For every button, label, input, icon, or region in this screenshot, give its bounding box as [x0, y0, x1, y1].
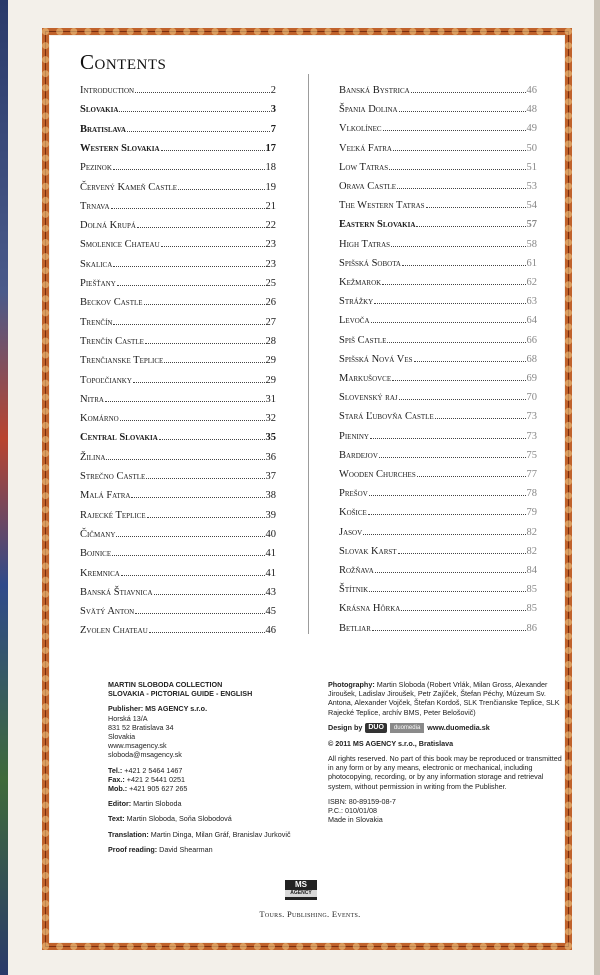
toc-entry: [80, 466, 276, 482]
toc-entry-title: Rožňava: [339, 565, 374, 576]
toc-entry-page: 84: [526, 565, 537, 576]
toc-entry: [339, 406, 537, 422]
toc-entry-title: Malá Fatra: [80, 490, 131, 502]
toc-entry: [339, 272, 537, 288]
toc-entry-title: Červený Kameň Castle: [80, 181, 178, 193]
tagline: Tours. Publishing. Events.: [259, 909, 361, 919]
toc-entry-title: Topoľčianky: [80, 374, 132, 386]
toc-leader-dots: [135, 612, 264, 614]
toc-leader-dots: [135, 91, 270, 93]
toc-entry-title: Kremnica: [80, 567, 120, 579]
toc-entry: [339, 80, 537, 96]
toc-entry-page: 43: [265, 586, 276, 598]
toc-leader-dots: [117, 284, 265, 286]
toc-leader-dots: [154, 593, 265, 595]
toc-entry-title: Štítnik: [339, 584, 369, 596]
toc-entry-title: Zvolen Chateau: [80, 625, 148, 637]
toc-entry-title: Veľká Fatra: [339, 142, 392, 154]
toc-entry: [80, 254, 276, 270]
toc-entry-page: 36: [265, 451, 276, 463]
text-label: Text:: [108, 814, 125, 824]
toc-entry-page: 62: [526, 277, 537, 288]
toc-entry-title: Jasov: [339, 526, 363, 538]
toc-entry-title: Introduction: [80, 85, 135, 96]
toc-leader-dots: [149, 631, 265, 633]
tel-label: Tel.:: [108, 765, 123, 775]
toc-entry-title: Stará Ľubovňa Castle: [339, 411, 434, 423]
toc-leader-dots: [137, 226, 265, 228]
toc-entry: [339, 502, 537, 518]
toc-leader-dots: [113, 323, 264, 325]
ms-logo-sub: AGENCY: [285, 890, 317, 897]
toc-entry-title: Krásna Hôrka: [339, 603, 401, 615]
website-link[interactable]: www.msagency.sk: [108, 741, 167, 751]
toc-entry: [80, 582, 276, 598]
toc-entry-page: 64: [526, 315, 537, 327]
toc-entry: [80, 119, 276, 135]
toc-leader-dots: [398, 552, 526, 554]
toc-leader-dots: [119, 110, 269, 112]
isbn: ISBN: 80-89159-08-7: [328, 796, 396, 806]
photo-label: Photography:: [328, 680, 375, 689]
toc-entry-title: Spišská Nová Ves: [339, 353, 413, 365]
toc-entry-page: 73: [526, 430, 537, 442]
fax-value: +421 2 5441 0251: [126, 774, 185, 784]
toc-entry: [339, 426, 537, 442]
toc-entry: [80, 215, 276, 231]
toc-entry: [80, 350, 276, 366]
toc-leader-dots: [368, 513, 526, 515]
toc-entry-page: 79: [526, 507, 537, 519]
toc-entry-page: 25: [265, 278, 276, 289]
toc-entry-page: 31: [265, 393, 276, 405]
toc-leader-dots: [120, 419, 265, 421]
pc-code: P.C.: 010/01/08: [328, 806, 378, 816]
toc-entry-page: 3: [270, 104, 276, 116]
toc-entry-page: 46: [265, 625, 276, 637]
toc-leader-dots: [113, 168, 265, 170]
contents-heading: Contents: [80, 50, 167, 74]
toc-leader-dots: [369, 494, 526, 496]
toc-leader-dots: [371, 321, 526, 323]
toc-entry-page: 75: [526, 449, 537, 461]
toc-entry-title: Dolná Krupá: [80, 220, 136, 232]
toc-leader-dots: [417, 475, 526, 477]
toc-entry: [80, 543, 276, 559]
toc-leader-dots: [397, 187, 525, 189]
toc-entry-page: 82: [526, 526, 537, 538]
toc-entry: [339, 176, 537, 192]
toc-leader-dots: [112, 554, 264, 556]
toc-entry-page: 40: [265, 528, 276, 540]
toc-entry-page: 41: [265, 567, 276, 579]
toc-leader-dots: [392, 379, 525, 381]
toc-leader-dots: [383, 129, 526, 131]
toc-leader-dots: [399, 398, 526, 400]
toc-entry: [80, 427, 276, 443]
toc-entry: [339, 99, 537, 115]
toc-leader-dots: [133, 381, 265, 383]
toc-entry: [339, 560, 537, 576]
toc-leader-dots: [369, 590, 525, 592]
toc-entry-title: Slovenský raj: [339, 392, 398, 404]
toc-entry-page: 78: [526, 488, 537, 500]
toc-entry: [80, 524, 276, 540]
design-label: Design by: [328, 723, 363, 733]
toc-entry-title: Eastern Slovakia: [339, 219, 416, 231]
toc-entry-title: Prešov: [339, 488, 368, 500]
toc-entry: [339, 349, 537, 365]
made-in: Made in Slovakia: [328, 815, 383, 825]
toc-entry-page: 70: [526, 392, 537, 404]
toc-leader-dots: [106, 458, 264, 460]
toc-leader-dots: [131, 496, 264, 498]
publisher-label: Publisher:: [108, 704, 144, 714]
toc-entry-title: Low Tatras: [339, 161, 389, 173]
toc-leader-dots: [370, 437, 526, 439]
toc-entry: [80, 447, 276, 463]
toc-leader-dots: [389, 168, 525, 170]
editor-label: Editor:: [108, 799, 132, 809]
toc-entry: [339, 618, 537, 634]
toc-leader-dots: [416, 225, 525, 227]
toc-entry: [80, 138, 276, 154]
toc-entry-page: 68: [526, 353, 537, 365]
translation-label: Translation:: [108, 829, 149, 839]
toc-entry-page: 29: [265, 355, 276, 367]
toc-entry: [80, 99, 276, 115]
toc-entry: [339, 387, 537, 403]
toc-leader-dots: [399, 110, 526, 112]
toc-leader-dots: [374, 302, 525, 304]
toc-entry: [80, 292, 276, 308]
mob-label: Mob.:: [108, 784, 128, 794]
toc-entry-page: 49: [526, 123, 537, 135]
toc-entry: [339, 483, 537, 499]
toc-entry-page: 23: [265, 239, 276, 251]
toc-leader-dots: [426, 206, 526, 208]
toc-entry-page: 22: [265, 220, 276, 232]
toc-leader-dots: [116, 535, 264, 537]
toc-entry-page: 18: [265, 162, 276, 174]
toc-entry-title: Trenčín: [80, 316, 113, 328]
toc-entry-title: Košice: [339, 507, 367, 519]
toc-entry-title: Slovak Karst: [339, 545, 397, 557]
toc-entry: [339, 579, 537, 595]
toc-entry: [80, 177, 276, 193]
toc-entry-title: Levoča: [339, 315, 370, 327]
toc-entry: [80, 331, 276, 347]
proof-label: Proof reading:: [108, 844, 158, 854]
toc-entry: [80, 389, 276, 405]
ms-agency-logo: [285, 880, 317, 900]
toc-entry-page: 61: [526, 257, 537, 269]
rights-notice: All rights reserved. No part of this book may be reproduced or transmitted in any form or by any means, electronic or mechanical, including photocopying, recording, or by any information storage and retrieval system, without permission in writing from the Publisher.: [328, 754, 562, 791]
toc-entry-page: 38: [265, 490, 276, 502]
toc-entry: [80, 620, 276, 636]
toc-entry-title: Trenčianske Teplice: [80, 355, 164, 367]
toc-entry-title: Trnava: [80, 200, 110, 212]
toc-leader-dots: [401, 609, 525, 611]
toc-leader-dots: [161, 245, 265, 247]
toc-entry: [339, 445, 537, 461]
toc-entry: [80, 273, 276, 289]
toc-entry-page: 82: [526, 545, 537, 557]
toc-leader-dots: [375, 571, 526, 573]
toc-entry-page: 29: [265, 374, 276, 386]
toc-entry-title: Strážky: [339, 296, 374, 308]
toc-entry-title: Skalica: [80, 258, 113, 270]
toc-entry: [339, 118, 537, 134]
toc-entry: [339, 195, 537, 211]
toc-entry-page: 35: [265, 432, 276, 444]
toc-entry-title: Čičmany: [80, 528, 116, 540]
toc-entry-title: Betliar: [339, 622, 371, 634]
toc-entry-title: Beckov Castle: [80, 297, 143, 309]
fax-label: Fax.:: [108, 774, 125, 784]
toc-leader-dots: [144, 303, 265, 305]
toc-entry-title: Orava Castle: [339, 181, 397, 192]
toc-entry-title: Western Slovakia: [80, 142, 160, 154]
toc-entry-title: Svätý Anton: [80, 606, 135, 618]
column-divider: [308, 74, 309, 634]
toc-entry-page: 7: [270, 123, 276, 135]
copyright-line: © 2011 MS AGENCY s.r.o., Bratislava: [328, 738, 454, 748]
proof-value: David Shearman: [159, 844, 213, 854]
duomedia-logo: DUO: [365, 723, 387, 733]
toc-leader-dots: [393, 149, 526, 151]
toc-entry: [80, 157, 276, 173]
toc-leader-dots: [387, 341, 525, 343]
toc-leader-dots: [435, 417, 526, 419]
book-edge: [0, 0, 8, 975]
toc-entry-page: 77: [526, 469, 537, 480]
toc-entry: [339, 234, 537, 250]
toc-entry-page: 2: [270, 85, 276, 96]
toc-entry-page: 19: [265, 181, 276, 193]
toc-entry-page: 85: [526, 603, 537, 615]
toc-entry: [339, 214, 537, 230]
toc-entry-page: 73: [526, 411, 537, 423]
toc-entry-title: Pezinok: [80, 162, 112, 174]
publisher-name: MS AGENCY s.r.o.: [145, 704, 208, 714]
toc-leader-dots: [414, 360, 526, 362]
toc-entry-title: Kežmarok: [339, 277, 382, 288]
toc-entry-title: Smolenice Chateau: [80, 239, 160, 251]
toc-entry-page: 23: [265, 258, 276, 270]
toc-entry-title: Nitra: [80, 393, 104, 405]
address-line-2: 831 52 Bratislava 34: [108, 722, 174, 732]
tel-value: +421 2 5464 1467: [124, 765, 183, 775]
toc-entry-title: Bratislava: [80, 123, 126, 135]
toc-entry: [339, 522, 537, 538]
toc-leader-dots: [147, 516, 265, 518]
toc-entry-page: 86: [526, 622, 537, 634]
duomedia-link[interactable]: www.duomedia.sk: [427, 723, 490, 733]
toc-entry: [339, 291, 537, 307]
series-name: MARTIN SLOBODA COLLECTION: [108, 680, 223, 689]
toc-entry: [339, 310, 537, 326]
toc-entry: [80, 601, 276, 617]
toc-entry: [80, 80, 276, 96]
toc-entry: [80, 370, 276, 386]
toc-entry: [339, 138, 537, 154]
email-link[interactable]: sloboda@msagency.sk: [108, 750, 182, 760]
toc-entry: [80, 485, 276, 501]
toc-leader-dots: [127, 130, 270, 132]
toc-entry-title: Markušovce: [339, 373, 392, 384]
toc-entry: [339, 368, 537, 384]
toc-entry-page: 51: [526, 161, 537, 173]
toc-entry-page: 46: [526, 85, 537, 96]
toc-entry-page: 45: [265, 606, 276, 618]
toc-entry: [339, 541, 537, 557]
toc-entry-title: Komárno: [80, 413, 119, 425]
toc-entry-title: Rajecké Teplice: [80, 509, 146, 521]
toc-leader-dots: [178, 188, 264, 190]
toc-entry-page: 57: [526, 219, 537, 231]
toc-leader-dots: [391, 245, 525, 247]
translation-value: Martin Dinga, Milan Gráf, Branislav Jurkovič: [150, 829, 291, 839]
toc-entry-page: 58: [526, 238, 537, 250]
toc-entry-title: Banská Bystrica: [339, 85, 410, 96]
toc-entry-title: Banská Štiavnica: [80, 586, 153, 598]
toc-entry-page: 85: [526, 584, 537, 596]
toc-entry-page: 39: [265, 509, 276, 521]
toc-entry: [339, 330, 537, 346]
toc-leader-dots: [402, 264, 526, 266]
toc-entry-page: 32: [265, 413, 276, 425]
toc-entry-title: Vlkolínec: [339, 123, 382, 135]
colophon-left: [108, 680, 308, 860]
toc-entry: [80, 234, 276, 250]
toc-leader-dots: [146, 477, 264, 479]
toc-entry: [80, 196, 276, 212]
toc-entry-title: Pieniny: [339, 430, 369, 442]
toc-leader-dots: [164, 361, 264, 363]
toc-entry-page: 37: [265, 471, 276, 482]
toc-entry-title: High Tatras: [339, 238, 391, 250]
toc-entry-page: 48: [526, 104, 537, 116]
toc-entry-page: 69: [526, 373, 537, 384]
toc-entry-page: 27: [265, 316, 276, 328]
toc-entry-title: Žilina: [80, 451, 106, 463]
toc-entry-page: 26: [265, 297, 276, 309]
toc-entry-page: 17: [265, 142, 276, 154]
toc-entry: [339, 157, 537, 173]
toc-leader-dots: [411, 91, 526, 93]
toc-leader-dots: [145, 342, 265, 344]
toc-entry-page: 28: [265, 335, 276, 347]
toc-leader-dots: [379, 456, 526, 458]
toc-entry-title: Spiš Castle: [339, 334, 387, 346]
toc-entry-page: 21: [265, 200, 276, 212]
toc-leader-dots: [363, 533, 525, 535]
toc-leader-dots: [372, 629, 526, 631]
toc-leader-dots: [121, 574, 265, 576]
toc-entry: [80, 505, 276, 521]
toc-entry-title: Slovakia: [80, 104, 119, 116]
toc-leader-dots: [161, 149, 265, 151]
editor-value: Martin Sloboda: [133, 799, 182, 809]
toc-entry-page: 41: [265, 548, 276, 560]
toc-entry-title: The Western Tatras: [339, 200, 425, 212]
toc-entry: [339, 598, 537, 614]
address-country: Slovakia: [108, 732, 136, 742]
toc-entry-title: Strečno Castle: [80, 471, 146, 482]
duomedia-wordmark: duomedia: [390, 723, 424, 733]
toc-entry: [339, 253, 537, 269]
toc-entry: [339, 464, 537, 480]
toc-entry-page: 66: [526, 334, 537, 346]
toc-entry: [80, 408, 276, 424]
toc-entry-title: Trenčín Castle: [80, 335, 144, 347]
toc-entry-title: Wooden Churches: [339, 469, 416, 480]
ms-logo-main: MS: [295, 880, 307, 889]
toc-entry-title: Bardejov: [339, 449, 378, 461]
toc-entry-title: Spišská Sobota: [339, 257, 401, 269]
toc-entry-title: Central Slovakia: [80, 432, 158, 444]
toc-entry-page: 50: [526, 142, 537, 154]
toc-entry-title: Piešťany: [80, 278, 116, 289]
address-line-1: Horská 13/A: [108, 713, 148, 723]
toc-entry-page: 63: [526, 296, 537, 308]
toc-leader-dots: [382, 283, 525, 285]
toc-entry-page: 53: [526, 181, 537, 192]
toc-entry-title: Špania Dolina: [339, 104, 398, 116]
toc-leader-dots: [111, 207, 265, 209]
text-value: Martin Sloboda, Soňa Slobodová: [126, 814, 232, 824]
book-subtitle: SLOVAKIA - PICTORIAL GUIDE - ENGLISH: [108, 689, 253, 699]
toc-entry: [80, 312, 276, 328]
mob-value: +421 905 627 265: [129, 784, 188, 794]
toc-leader-dots: [159, 438, 265, 440]
toc-leader-dots: [113, 265, 264, 267]
toc-entry-title: Bojnice: [80, 548, 112, 560]
toc-leader-dots: [105, 400, 265, 402]
toc-entry: [80, 563, 276, 579]
toc-entry-page: 54: [526, 200, 537, 212]
colophon-right: [328, 680, 563, 830]
photo-value: Martin Sloboda (Robert Vrlák, Milan Gross, Alexander Jiroušek, Ladislav Jiroušek, Petr Zajíček, Štefan Péchy, Múzeum Sv. Antona, Alexander Vojček, Štefan Kordoš, SLK Trenčianske Teplice, SLK Rajecké Teplice, archív BMS, Peter Belošovič): [328, 680, 560, 717]
